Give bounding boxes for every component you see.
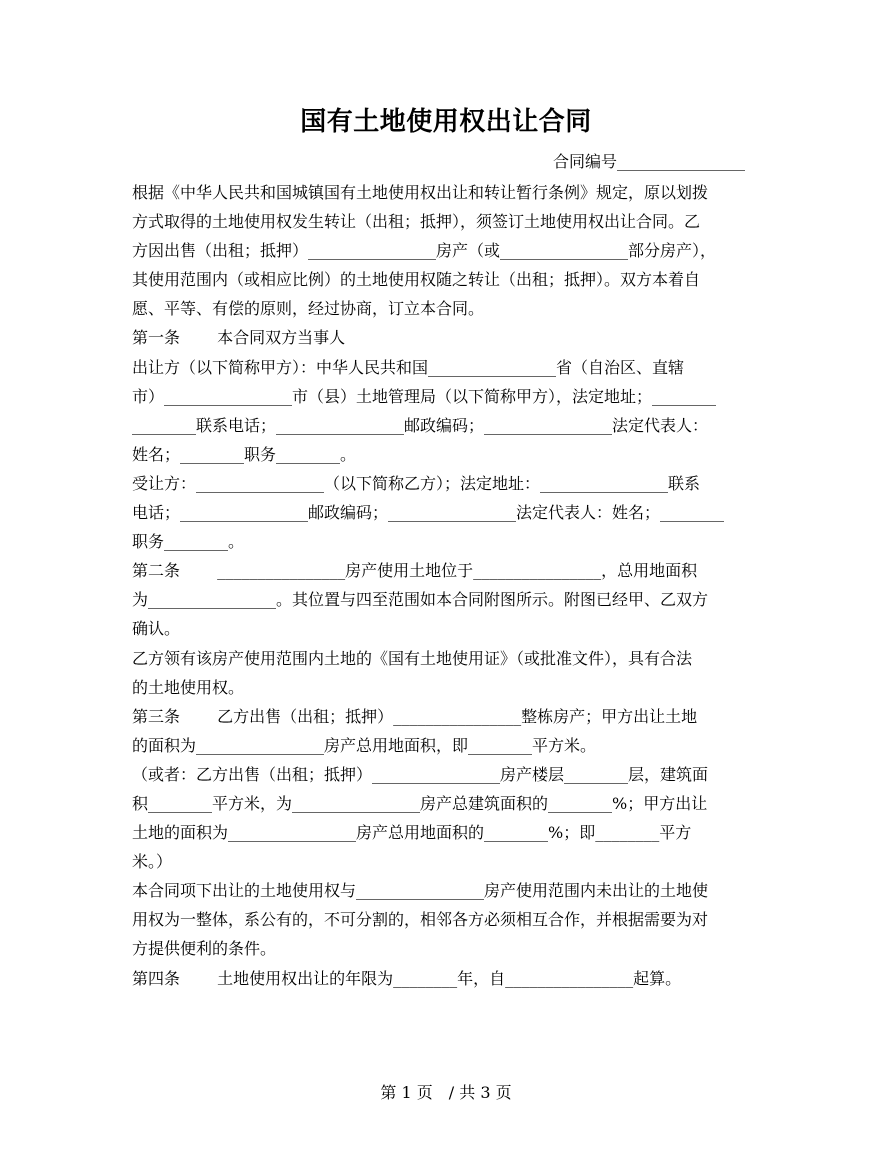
text-line: ________联系电话；________________邮政编码；________________法定代表人： (132, 415, 709, 435)
text-line: 的土地使用权。 (132, 677, 245, 697)
article-heading: 第二条 ________________房产使用土地位于________________，总用地面积 (132, 561, 698, 581)
text-line: 出让方（以下简称甲方）：中华人民共和国________________省（自治区、直辖 (132, 357, 685, 377)
text-line: 方因出售（出租；抵押）________________房产（或________________部分房产）， (132, 241, 717, 261)
text-line: 的面积为________________房产总用地面积，即________平方米。 (132, 735, 597, 755)
text-line: 职务________。 (132, 532, 245, 552)
article-heading: 第三条 乙方出售（出租；抵押）________________整栋房产；甲方出让土地 (132, 706, 698, 726)
text-line: 其使用范围内（或相应比例）的土地使用权随之转让（出租；抵押）。双方本着自 (132, 270, 701, 290)
text-line: 方提供便利的条件。 (132, 939, 277, 959)
text-line: 确认。 (132, 619, 181, 639)
text-line: 乙方领有该房产使用范围内土地的《国有土地使用证》（或批准文件），具有合法 (132, 648, 693, 668)
document-title: 国有土地使用权出让合同 (300, 107, 592, 137)
text-line: 土地的面积为________________房产总用地面积的________%；即________平方 (132, 823, 692, 843)
text-line: 方式取得的土地使用权发生转让（出租；抵押），须签订土地使用权出让合同。乙 (132, 212, 701, 232)
article-heading: 第一条 本合同双方当事人 (132, 328, 346, 348)
text-line: 受让方：________________（以下简称乙方）；法定地址：________________联系 (132, 473, 701, 493)
text-line: 为________________。其位置与四至范围如本合同附图所示。附图已经甲、乙双方 (132, 590, 709, 610)
page-footer: 第 1 页 / 共 3 页 (380, 1083, 512, 1102)
contract-body (132, 178, 782, 993)
text-line: 市）________________市（县）土地管理局（以下简称甲方），法定地址；________ (132, 386, 717, 406)
text-line: 用权为一整体，系公有的，不可分割的，相邻各方必须相互合作，并根据需要为对 (132, 910, 709, 930)
text-line: 根据《中华人民共和国城镇国有土地使用权出让和转让暂行条例》规定，原以划拨 (132, 183, 709, 202)
article-heading: 第四条 土地使用权出让的年限为________年，自________________起算。 (132, 968, 682, 988)
text-line: 姓名；________职务________。 (132, 444, 357, 464)
text-line: 电话；________________邮政编码；________________法定代表人：姓名；________ (132, 503, 725, 523)
text-line: 本合同项下出让的土地使用权与________________房产使用范围内未出让的土地使 (132, 881, 709, 901)
text-line: 积________平方米，为________________房产总建筑面积的________%；甲方出让 (132, 793, 708, 813)
text-line: （或者：乙方出售（出租；抵押）________________房产楼层________层，建筑面 (132, 764, 709, 784)
text-line: 米。） (132, 852, 173, 872)
contract-number-line: 合同编号________________ (553, 152, 746, 171)
text-line: 愿、平等、有偿的原则，经过协商，订立本合同。 (132, 299, 485, 319)
